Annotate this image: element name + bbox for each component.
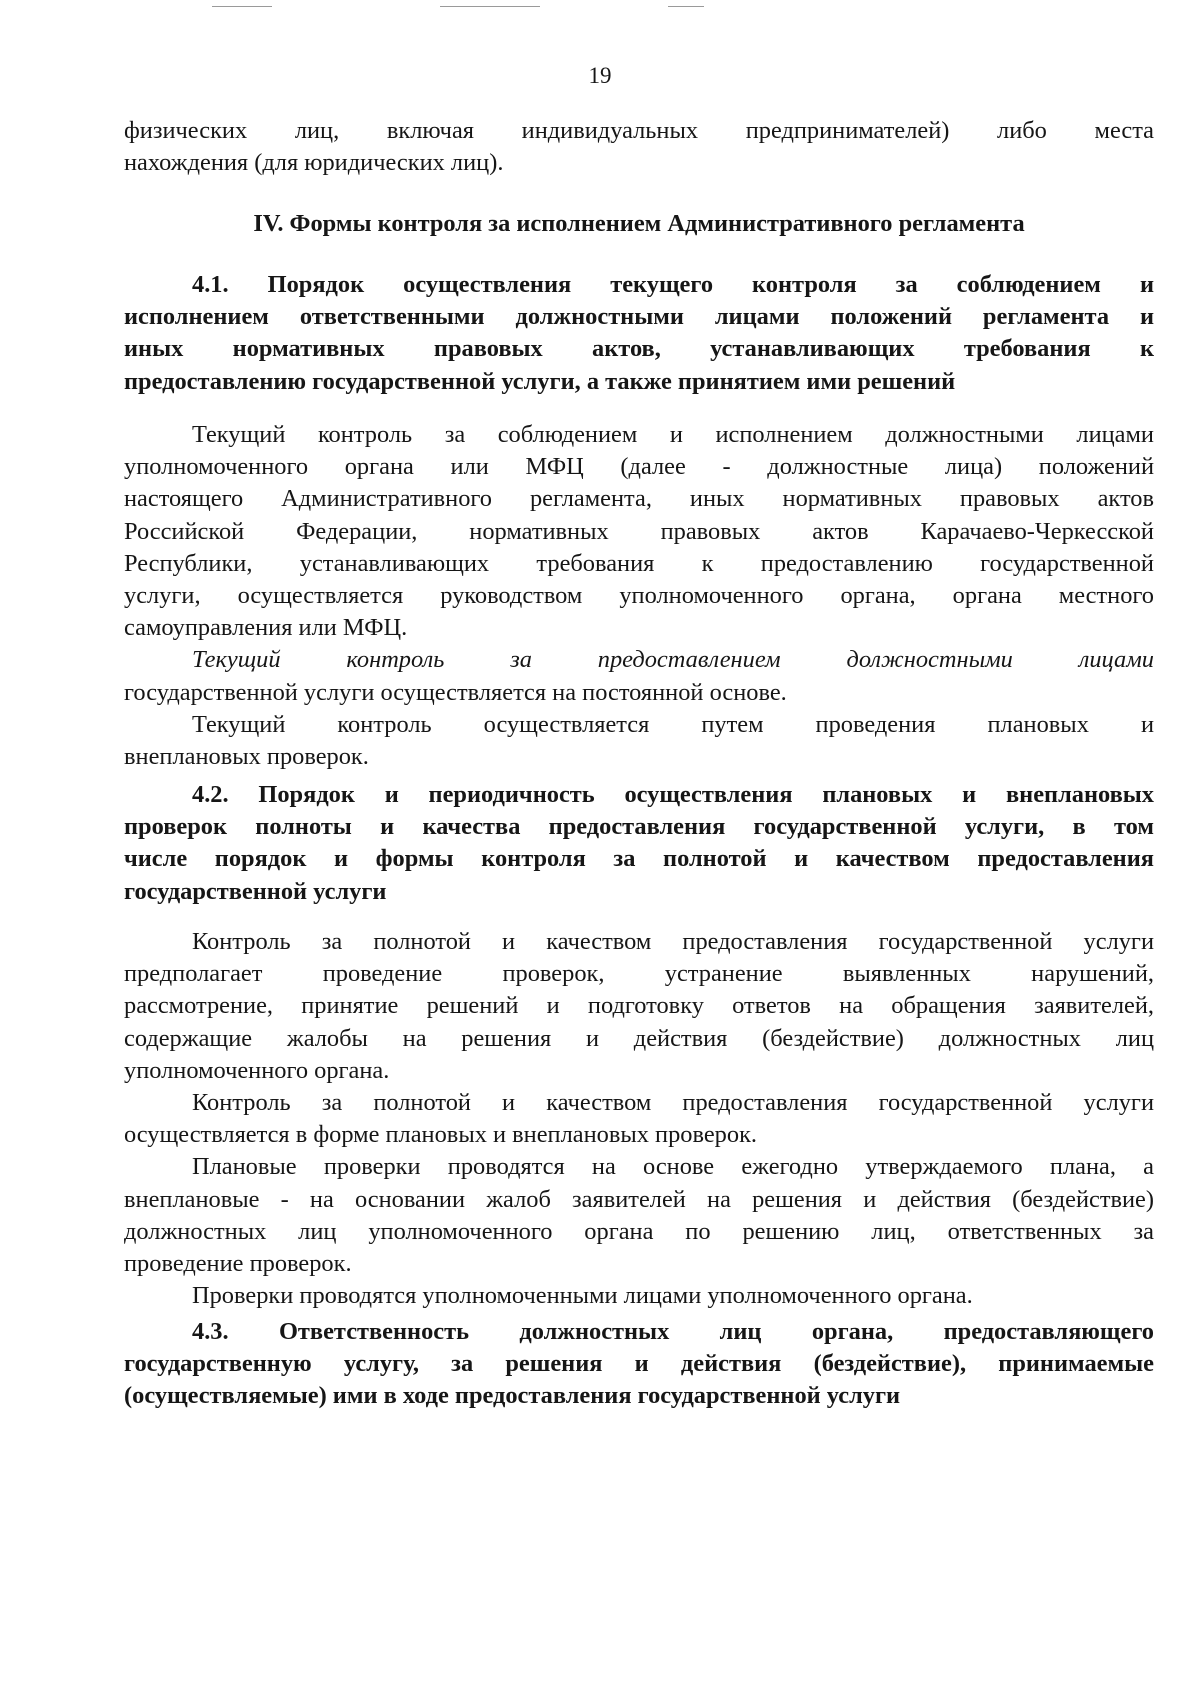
text-line: уполномоченного органа. <box>124 1056 390 1084</box>
text-line: Контроль за полнотой и качеством предоставления государственной услуги <box>192 928 1154 955</box>
intro-paragraph <box>124 115 1154 179</box>
text-line: услуги, осуществляется руководством уполномоченного органа, органа местного <box>124 582 1154 610</box>
body-4-1 <box>124 419 1154 773</box>
scan-mark <box>212 6 272 7</box>
scan-mark <box>668 6 704 7</box>
heading-4-2 <box>124 779 1154 908</box>
text-line: внеплановых проверок. <box>124 743 369 771</box>
text-line: внеплановые - на основании жалоб заявителей на решения и действия (бездействие) <box>124 1185 1154 1213</box>
text-line: физических лиц, включая индивидуальных предпринимателей) либо места <box>124 117 1154 144</box>
text-line: Проверки проводятся уполномоченными лицами уполномоченного органа. <box>192 1282 973 1310</box>
heading-line: иных нормативных правовых актов, устанавливающих требования к <box>124 335 1154 363</box>
heading-line: числе порядок и формы контроля за полнотой и качеством предоставления <box>124 845 1154 873</box>
heading-line: исполнением ответственными должностными лицами положений регламента и <box>124 303 1154 331</box>
text-line: Российской Федерации, нормативных правовых актов Карачаево-Черкесской <box>124 517 1154 545</box>
heading-4-1 <box>124 269 1154 398</box>
heading-line: 4.3. Ответственность должностных лиц органа, предоставляющего <box>192 1318 1154 1345</box>
section-heading-text: IV. Формы контроля за исполнением Административного регламента <box>253 210 1025 237</box>
text-line: Контроль за полнотой и качеством предоставления государственной услуги <box>192 1089 1154 1117</box>
text-line: настоящего Административного регламента, иных нормативных правовых актов <box>124 485 1154 513</box>
text-line: Текущий контроль за предоставлением должностными лицами <box>192 646 1154 674</box>
text-line: предполагает проведение проверок, устранение выявленных нарушений, <box>124 960 1154 988</box>
scan-artifacts <box>0 6 1200 12</box>
heading-line: предоставлению государственной услуги, а также принятием ими решений <box>124 367 956 395</box>
scan-mark <box>440 6 540 7</box>
text-line: Республики, устанавливающих требования к предоставлению государственной <box>124 549 1154 577</box>
text-line: осуществляется в форме плановых и внеплановых проверок. <box>124 1121 758 1149</box>
section-heading <box>124 208 1154 240</box>
heading-4-3 <box>124 1316 1154 1413</box>
text-line: должностных лиц уполномоченного органа по решению лиц, ответственных за <box>124 1217 1154 1245</box>
page-number: 19 <box>588 63 612 88</box>
body-4-2 <box>124 926 1154 1312</box>
heading-line: государственную услугу, за решения и действия (бездействие), принимаемые <box>124 1350 1154 1378</box>
heading-line: проверок полноты и качества предоставления государственной услуги, в том <box>124 813 1154 841</box>
text-line: Текущий контроль осуществляется путем проведения плановых и <box>192 710 1154 738</box>
heading-line: 4.2. Порядок и периодичность осуществления плановых и внеплановых <box>192 781 1154 808</box>
text-line: проведение проверок. <box>124 1250 352 1278</box>
text-line: Плановые проверки проводятся на основе ежегодно утверждаемого плана, а <box>192 1153 1154 1181</box>
text-line: самоуправления или МФЦ. <box>124 614 408 642</box>
text-line: содержащие жалобы на решения и действия (бездействие) должностных лиц <box>124 1024 1154 1052</box>
heading-line: 4.1. Порядок осуществления текущего контроля за соблюдением и <box>192 271 1154 298</box>
text-line: уполномоченного органа или МФЦ (далее - должностные лица) положений <box>124 453 1154 481</box>
text-line: рассмотрение, принятие решений и подготовку ответов на обращения заявителей, <box>124 992 1154 1020</box>
text-line: Текущий контроль за соблюдением и исполнением должностными лицами <box>192 421 1154 448</box>
heading-line: (осуществляемые) ими в ходе предоставления государственной услуги <box>124 1382 901 1410</box>
heading-line: государственной услуги <box>124 877 387 905</box>
text-line: государственной услуги осуществляется на постоянной основе. <box>124 678 787 706</box>
text-line: нахождения (для юридических лиц). <box>124 149 504 177</box>
